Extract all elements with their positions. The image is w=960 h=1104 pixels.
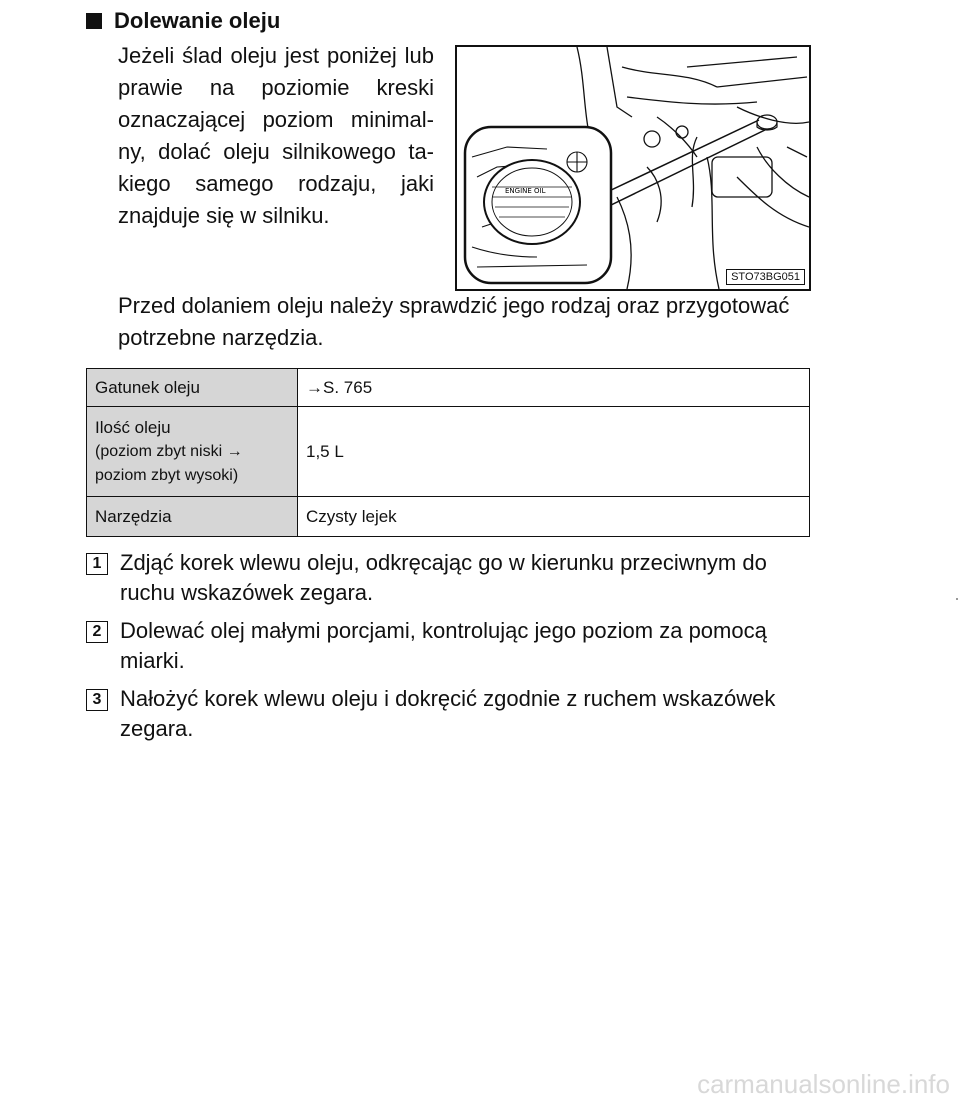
watermark: carmanualsonline.info — [697, 1069, 950, 1099]
intro-paragraph: Jeżeli ślad oleju jest poniżej lub prawie na poziomie kreski oznaczającej poziom minimal- ny, dolać oleju silnikowego ta- kiego samego rodzaju, jaki znajduje się w silniku. — [118, 43, 434, 228]
step-text: Nałożyć korek wlewu oleju i dokręcić zgodnie z ruchem wskazówek zegara. — [120, 686, 776, 741]
cap-label: ENGINE OIL — [505, 187, 546, 195]
step-item — [86, 616, 816, 676]
tools-value: Czysty lejek — [298, 497, 810, 537]
oil-grade-value: →S. 765 — [298, 369, 810, 407]
step-number-badge: 3 — [86, 689, 108, 711]
oil-spec-table — [86, 368, 810, 537]
step-item — [86, 548, 816, 608]
engine-oil-cap-illustration — [455, 45, 811, 291]
oil-grade-label: Gatunek oleju — [87, 369, 298, 407]
step-number-badge: 2 — [86, 621, 108, 643]
table-row — [87, 369, 810, 407]
table-row — [87, 497, 810, 537]
heading-text: Dolewanie oleju — [114, 8, 281, 33]
step-text: Zdjąć korek wlewu oleju, odkręcając go w kierunku przeciwnym do ruchu wskazówek zegara. — [120, 550, 767, 605]
figure-code: STO73BG051 — [726, 269, 805, 285]
oil-quantity-label-line1: Ilość oleju — [95, 417, 171, 437]
engine-bay-drawing — [457, 47, 809, 289]
preparation-paragraph: Przed dolaniem oleju należy sprawdzić jego rodzaj oraz przygotować potrzebne narzędzia. — [118, 293, 790, 350]
step-text: Dolewać olej małymi porcjami, kontrolując jego poziom za pomocą miarki. — [120, 618, 767, 673]
oil-quantity-label-line2: (poziom zbyt niski → — [95, 442, 243, 460]
step-number-badge: 1 — [86, 553, 108, 575]
step-item — [86, 684, 816, 744]
oil-quantity-label — [87, 407, 298, 497]
tools-label: Narzędzia — [87, 497, 298, 537]
oil-quantity-value: 1,5 L — [298, 407, 810, 497]
steps-list — [86, 548, 816, 752]
oil-quantity-label-line3: poziom zbyt wysoki) — [95, 466, 239, 484]
square-bullet-icon — [86, 13, 102, 29]
margin-mark — [956, 598, 958, 600]
table-row — [87, 407, 810, 497]
section-heading — [86, 8, 280, 34]
